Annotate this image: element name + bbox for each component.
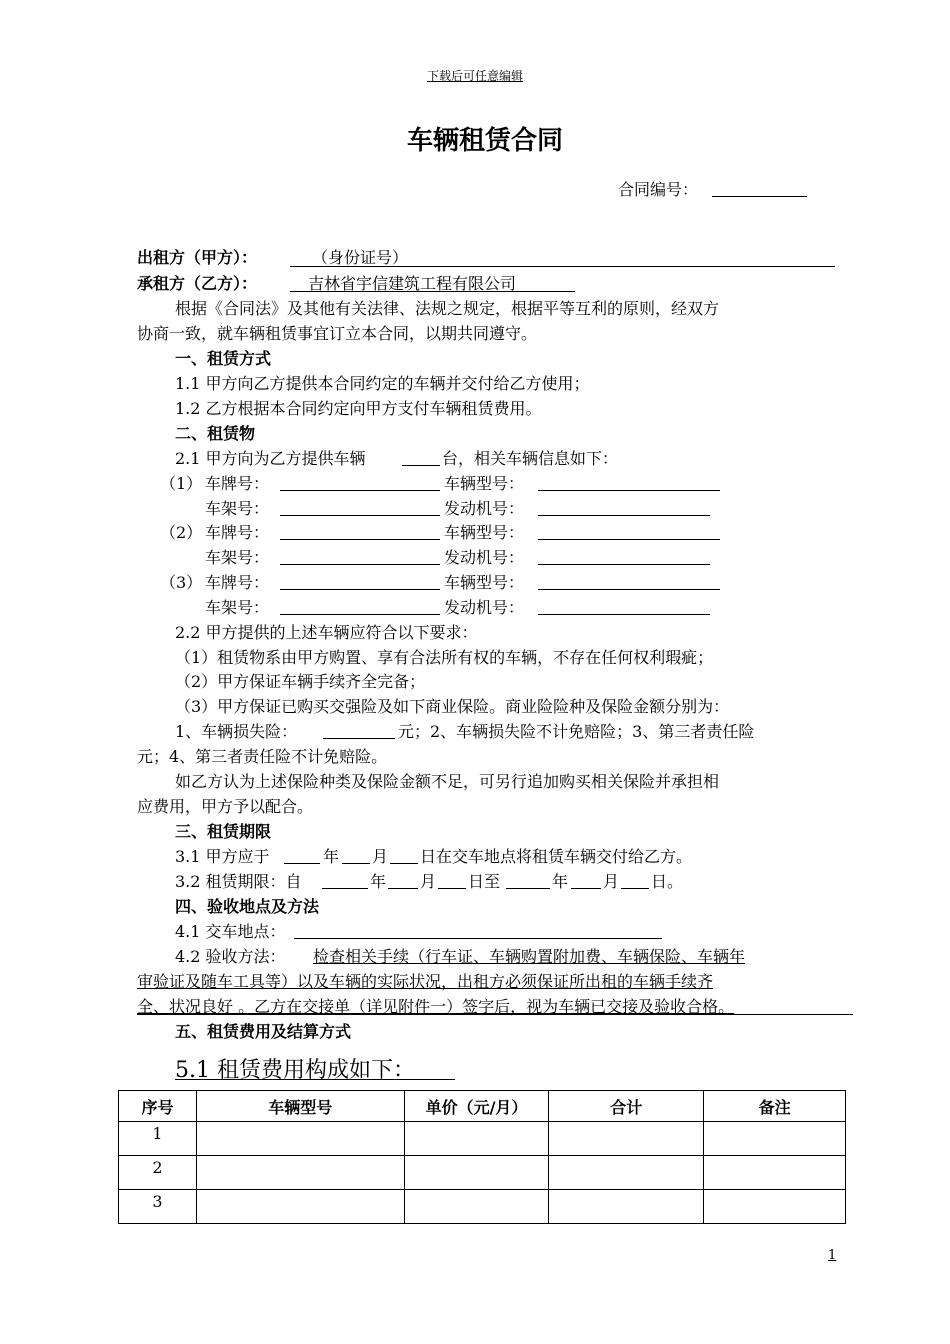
vehicle-1-model-blank	[538, 490, 720, 491]
row-price	[404, 1190, 549, 1224]
section-3-title: 三、租赁期限	[175, 822, 272, 841]
clause-5-1: 5.1 租赁费用构成如下：	[175, 1058, 415, 1083]
clause-2-2: 2.2 甲方提供的上述车辆应符合以下要求：	[175, 623, 478, 642]
row-total	[549, 1156, 704, 1190]
vehicle-2-plate-blank	[280, 539, 440, 540]
lessee-value: 吉林省宇信建筑工程有限公司	[308, 274, 517, 293]
clause-4-2-a: 4.2 验收方法：	[175, 947, 286, 966]
vehicle-3-engine-label: 发动机号：	[444, 598, 525, 617]
section-5-title: 五、租赁费用及结算方式	[175, 1022, 352, 1041]
clause-3-2-c: 月	[420, 872, 437, 891]
table-row	[119, 1122, 846, 1156]
lessor-value: （身份证号）	[312, 248, 409, 267]
page-number: 1	[828, 1248, 837, 1263]
insurance-a: 1、车辆损失险：	[175, 722, 298, 741]
row-price	[404, 1122, 549, 1156]
row-seq: 2	[119, 1156, 197, 1190]
header-total: 合计	[549, 1091, 704, 1122]
section-4-title: 四、验收地点及方法	[175, 897, 320, 916]
clause-3-1-b: 年	[323, 847, 340, 866]
clause-4-2-d: 全、状况良好 。乙方在交接单（详见附件一）签字后，视为车辆已交接及验收合格。	[137, 997, 735, 1016]
header-price: 单价（元/月）	[404, 1091, 549, 1122]
clause-1-1: 1.1 甲方向乙方提供本合同约定的车辆并交付给乙方使用；	[175, 374, 590, 393]
vehicle-1-plate-blank	[280, 490, 440, 491]
row-remark	[704, 1122, 846, 1156]
clause-3-2-d: 日至	[468, 872, 501, 891]
clause-2-2-3: （3）甲方保证已购买交强险及如下商业保险。商业险险种及保险金额分别为：	[175, 697, 730, 716]
row-remark	[704, 1190, 846, 1224]
row-model	[196, 1122, 404, 1156]
insurance-amount-blank	[323, 738, 395, 739]
clause-2-2-1: （1）租赁物系由甲方购置、享有合法所有权的车辆，不存在任何权利瑕疵；	[175, 648, 714, 667]
intro-line-1: 根据《合同法》及其他有关法律、法规之规定，根据平等互利的原则，经双方	[175, 299, 720, 318]
clause-4-1: 4.1 交车地点：	[175, 922, 286, 941]
clause-3-2-a: 3.2 租赁期限：自	[175, 872, 302, 891]
start-year-blank	[322, 888, 368, 889]
clause-4-2-c: 审验证及随车工具等）以及车辆的实际状况，出租方必须保证所出租的车辆手续齐	[137, 972, 714, 991]
vehicle-2-engine-blank	[538, 564, 710, 565]
vehicle-2-frame-label: 车架号：	[205, 548, 270, 567]
section-2-title: 二、租赁物	[175, 424, 256, 443]
clause-2-1-b: 台，相关车辆信息如下：	[442, 449, 619, 468]
start-day-blank	[438, 888, 466, 889]
vehicle-1-frame-blank	[280, 515, 440, 516]
vehicle-1-no: （1）	[160, 474, 203, 493]
row-total	[549, 1122, 704, 1156]
clause-5-1-underline	[175, 1079, 455, 1080]
delivery-day-blank	[390, 863, 418, 864]
vehicle-1-engine-blank	[538, 515, 710, 516]
clause-3-1-d: 日在交车地点将租赁车辆交付给乙方。	[420, 847, 693, 866]
table-row	[119, 1190, 846, 1224]
vehicle-3-plate-label: 车牌号：	[205, 573, 270, 592]
vehicle-2-frame-blank	[280, 564, 440, 565]
vehicle-3-engine-blank	[538, 614, 710, 615]
vehicle-2-engine-label: 发动机号：	[444, 548, 525, 567]
delivery-month-blank	[342, 863, 370, 864]
delivery-year-blank	[284, 863, 320, 864]
vehicle-1-plate-label: 车牌号：	[205, 474, 270, 493]
vehicle-3-frame-blank	[280, 614, 440, 615]
clause-3-2-b: 年	[370, 872, 387, 891]
row-price	[404, 1156, 549, 1190]
clause-3-2-g: 日。	[651, 872, 684, 891]
clause-4-2-underline	[137, 1014, 853, 1015]
header-model: 车辆型号	[196, 1091, 404, 1122]
vehicle-3-model-label: 车辆型号：	[444, 573, 525, 592]
clause-3-2-f: 月	[603, 872, 620, 891]
vehicle-3-plate-blank	[280, 589, 440, 590]
vehicle-1-model-label: 车辆型号：	[444, 474, 525, 493]
row-seq: 3	[119, 1190, 197, 1224]
header-note: 下载后可任意编辑	[426, 69, 523, 83]
lessor-line	[290, 266, 835, 267]
lessor-label: 出租方（甲方）：	[137, 248, 258, 267]
section-1-title: 一、租赁方式	[175, 349, 272, 368]
end-day-blank	[621, 888, 649, 889]
end-year-blank	[506, 888, 550, 889]
vehicle-2-no: （2）	[160, 523, 203, 542]
insurance-b: 元；2、车辆损失险不计免赔险；3、第三者责任险	[398, 722, 755, 741]
clause-2-2-2: （2）甲方保证车辆手续齐全完备；	[175, 672, 426, 691]
lessee-label: 承租方（乙方）：	[137, 274, 258, 293]
vehicle-count-blank	[402, 465, 440, 466]
row-model	[196, 1156, 404, 1190]
insurance-c: 元；4、第三者责任险不计免赔险。	[137, 747, 388, 766]
header-remark: 备注	[704, 1091, 846, 1122]
clause-3-1-a: 3.1 甲方应于	[175, 847, 270, 866]
vehicle-1-frame-label: 车架号：	[205, 499, 270, 518]
extra-line-1: 如乙方认为上述保险种类及保险金额不足，可另行追加购买相关保险并承担相	[175, 772, 720, 791]
lessee-line	[290, 291, 575, 292]
header-seq: 序号	[119, 1091, 197, 1122]
row-total	[549, 1190, 704, 1224]
vehicle-2-model-blank	[538, 539, 720, 540]
clause-3-2-e: 年	[552, 872, 569, 891]
fee-table-header	[119, 1091, 846, 1122]
clause-1-2: 1.2 乙方根据本合同约定向甲方支付车辆租赁费用。	[175, 399, 542, 418]
clause-2-1-a: 2.1 甲方向为乙方提供车辆	[175, 449, 366, 468]
vehicle-3-model-blank	[538, 589, 720, 590]
row-model	[196, 1190, 404, 1224]
row-seq: 1	[119, 1122, 197, 1156]
vehicle-2-plate-label: 车牌号：	[205, 523, 270, 542]
start-month-blank	[388, 888, 418, 889]
clause-4-2-b: 检查相关手续（行车证、车辆购置附加费、车辆保险、车辆年	[313, 947, 746, 966]
extra-line-2: 应费用，甲方予以配合。	[137, 797, 314, 816]
end-month-blank	[571, 888, 601, 889]
clause-3-1-c: 月	[372, 847, 389, 866]
contract-no-label: 合同编号：	[618, 180, 699, 199]
page-title: 车辆租赁合同	[406, 126, 563, 156]
contract-no-blank	[712, 196, 807, 197]
vehicle-2-model-label: 车辆型号：	[444, 523, 525, 542]
table-row	[119, 1156, 846, 1190]
row-remark	[704, 1156, 846, 1190]
fee-table	[118, 1090, 846, 1224]
intro-line-2: 协商一致，就车辆租赁事宜订立本合同，以期共同遵守。	[137, 324, 538, 343]
delivery-place-blank	[294, 938, 662, 939]
vehicle-3-no: （3）	[160, 573, 203, 592]
vehicle-1-engine-label: 发动机号：	[444, 499, 525, 518]
vehicle-3-frame-label: 车架号：	[205, 598, 270, 617]
